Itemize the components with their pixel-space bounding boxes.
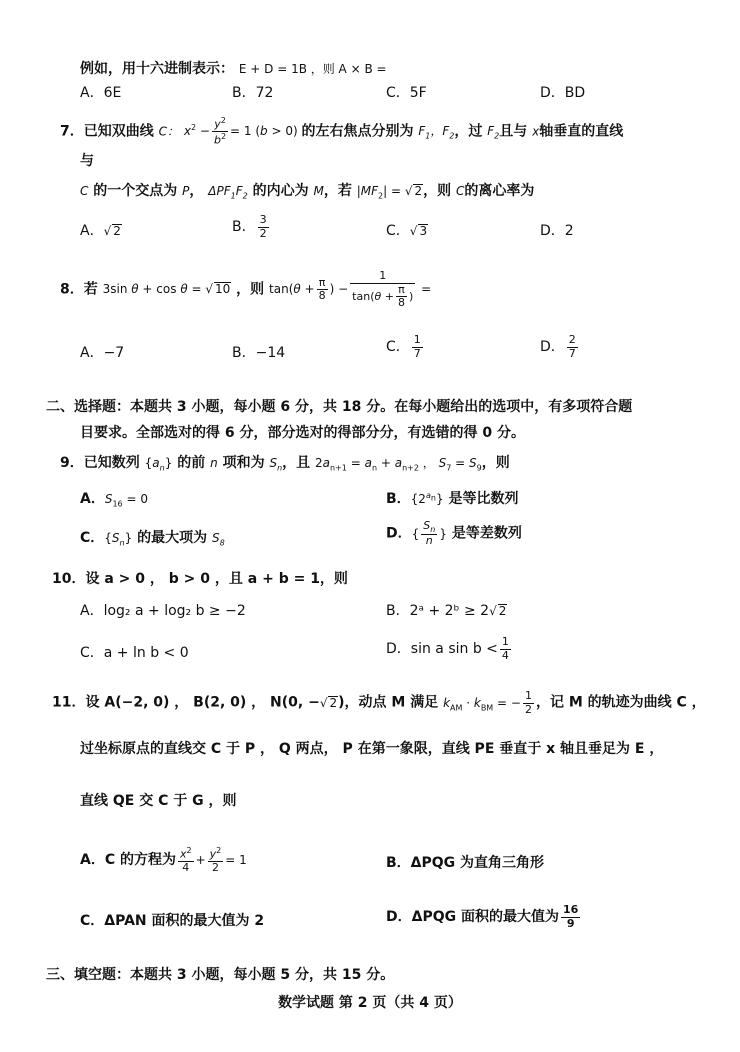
q7-hyperbola-equation: $x^2$ − $\frac{y^2}{b^2}$ = 1 (b > 0) bbox=[183, 116, 302, 147]
q8-option-d: D． $\frac{2}{7}$ bbox=[540, 333, 576, 360]
q8-option-b: B．−14 bbox=[232, 345, 286, 361]
q11-line1: 11．设 A(−2, 0) ， B(2, 0) ， N(0, −√ 2)，动点 M 满足 $k_{AM} \cdot k_{BM}$ = − $\frac{1}{2}$ ，记 M 的轨迹为曲线 C ， bbox=[52, 689, 706, 716]
intro-text: 例如，用十六进制表示： bbox=[80, 61, 234, 77]
prev-option-b: B．72 bbox=[232, 85, 274, 101]
intro-line bbox=[80, 58, 740, 78]
q7-number: 7． bbox=[60, 123, 84, 140]
section3-heading: 三、填空题：本题共 3 小题，每小题 5 分，共 15 分。 bbox=[46, 967, 395, 983]
q10-line1: 10．设 a > 0 ， b > 0 ，且 a + b = 1，则 bbox=[52, 571, 348, 587]
q9-option-d: D．{ $\frac{S_n}{n}$ } 是等差数列 bbox=[386, 519, 522, 548]
q7-text-1: 已知双曲线 bbox=[83, 123, 154, 140]
q9-option-b: B．$\{2^{a_n}\}$ 是等比数列 bbox=[386, 491, 519, 507]
prev-option-d: D．BD bbox=[540, 85, 586, 101]
q8-line1: 8．若 3sin θ + cos θ = √ 10 ，则 tan(θ + $\frac{\pi}{8}$ ) − 1 tan(θ + $\frac{\pi}{8}$ ) = bbox=[60, 269, 432, 310]
q8-expression: tan(θ + $\frac{\pi}{8}$ ) − 1 tan(θ + $\frac{\pi}{8}$ ) = bbox=[269, 269, 432, 310]
q8-option-a: A．−7 bbox=[80, 345, 125, 361]
q11-option-c: C．ΔPAN 面积的最大值为 2 bbox=[80, 913, 265, 929]
q7-f2: $F_2$ bbox=[487, 124, 500, 141]
q7-text-5: 轴垂直的直线 bbox=[539, 123, 624, 140]
q7-line1: 7．已知双曲线 C： $x^2$ − $\frac{y^2}{b^2}$ = 1 (b > 0) 的左右焦点分别为 $F_1$，$F_2$，过 $F_2$且与 x轴垂直的直线 bbox=[60, 116, 624, 147]
q10-option-a: A．log₂ a + log₂ b ≥ −2 bbox=[80, 603, 246, 619]
q7-text-2: 的左右焦点分别为 bbox=[301, 123, 414, 140]
q9-option-c: C．$\{S_n\}$ 的最大项为 $S_8$ bbox=[80, 530, 225, 548]
q9-line1: 9．已知数列 $\{a_n\}$ 的前 n 项和为 $S_n$，且 $2a_{n+1} = a_n + a_{n+2}$ ， $S_7 = S_9$，则 bbox=[60, 455, 510, 473]
q11-line2: 过坐标原点的直线交 C 于 P ， Q 两点， P 在第一象限，直线 PE 垂直于 x 轴且垂足为 E ， bbox=[80, 741, 664, 757]
page-footer: 数学试题 第 2 页（共 4 页） bbox=[278, 995, 462, 1011]
prev-option-a: A．6E bbox=[80, 85, 122, 101]
q11-option-b: B．ΔPQG 为直角三角形 bbox=[386, 855, 545, 871]
prev-option-c: C．5F bbox=[386, 85, 427, 101]
q11-line3: 直线 QE 交 C 于 G ，则 bbox=[80, 793, 237, 809]
q7-option-b: B． $\frac{3}{2}$ bbox=[232, 213, 267, 240]
q10-option-b: B．2ᵃ + 2ᵇ ≥ 2√ 2 bbox=[386, 603, 507, 619]
intro-example: E + D = 1B ，则 A × B = bbox=[238, 62, 387, 76]
q11-option-a: A．C 的方程为 $\frac{x^2}{4}$ + $\frac{y^2}{2}$ = 1 bbox=[80, 846, 247, 875]
q10-option-c: C．a + ln b < 0 bbox=[80, 645, 189, 661]
q8-option-c: C． $\frac{1}{7}$ bbox=[386, 333, 421, 360]
q7-option-d: D．2 bbox=[540, 223, 574, 239]
q10-option-d: D．sin a sin b < $\frac{1}{4}$ bbox=[386, 635, 509, 662]
q7-text-4: 且与 bbox=[499, 123, 528, 140]
q9-option-a: A．$S_{16} = 0$ bbox=[80, 491, 148, 509]
section2-line2: 目要求。全部选对的得 6 分，部分选对的得部分分，有选错的得 0 分。 bbox=[80, 425, 525, 441]
q11-option-d: D．ΔPQG 面积的最大值为 $\frac{16}{9}$ bbox=[386, 903, 579, 930]
q7-line2: 与 bbox=[80, 153, 94, 169]
q7-curve-label: C： bbox=[158, 124, 180, 139]
q7-option-a: A．√ 2 bbox=[80, 223, 121, 239]
q7-f1: $F_1$，$F_2$ bbox=[418, 124, 455, 141]
q7-text-3: ，过 bbox=[454, 123, 483, 140]
q7-option-c: C．√ 3 bbox=[386, 223, 428, 239]
q7-line3: C 的一个交点为 P， $\Delta PF_1F_2$ 的内心为 M，若 $|MF_2|$ = √ 2，则 C的离心率为 bbox=[80, 183, 535, 201]
section2-line1: 二、选择题：本题共 3 小题，每小题 6 分，共 18 分。在每小题给出的选项中，有多项符合题 bbox=[46, 399, 633, 415]
